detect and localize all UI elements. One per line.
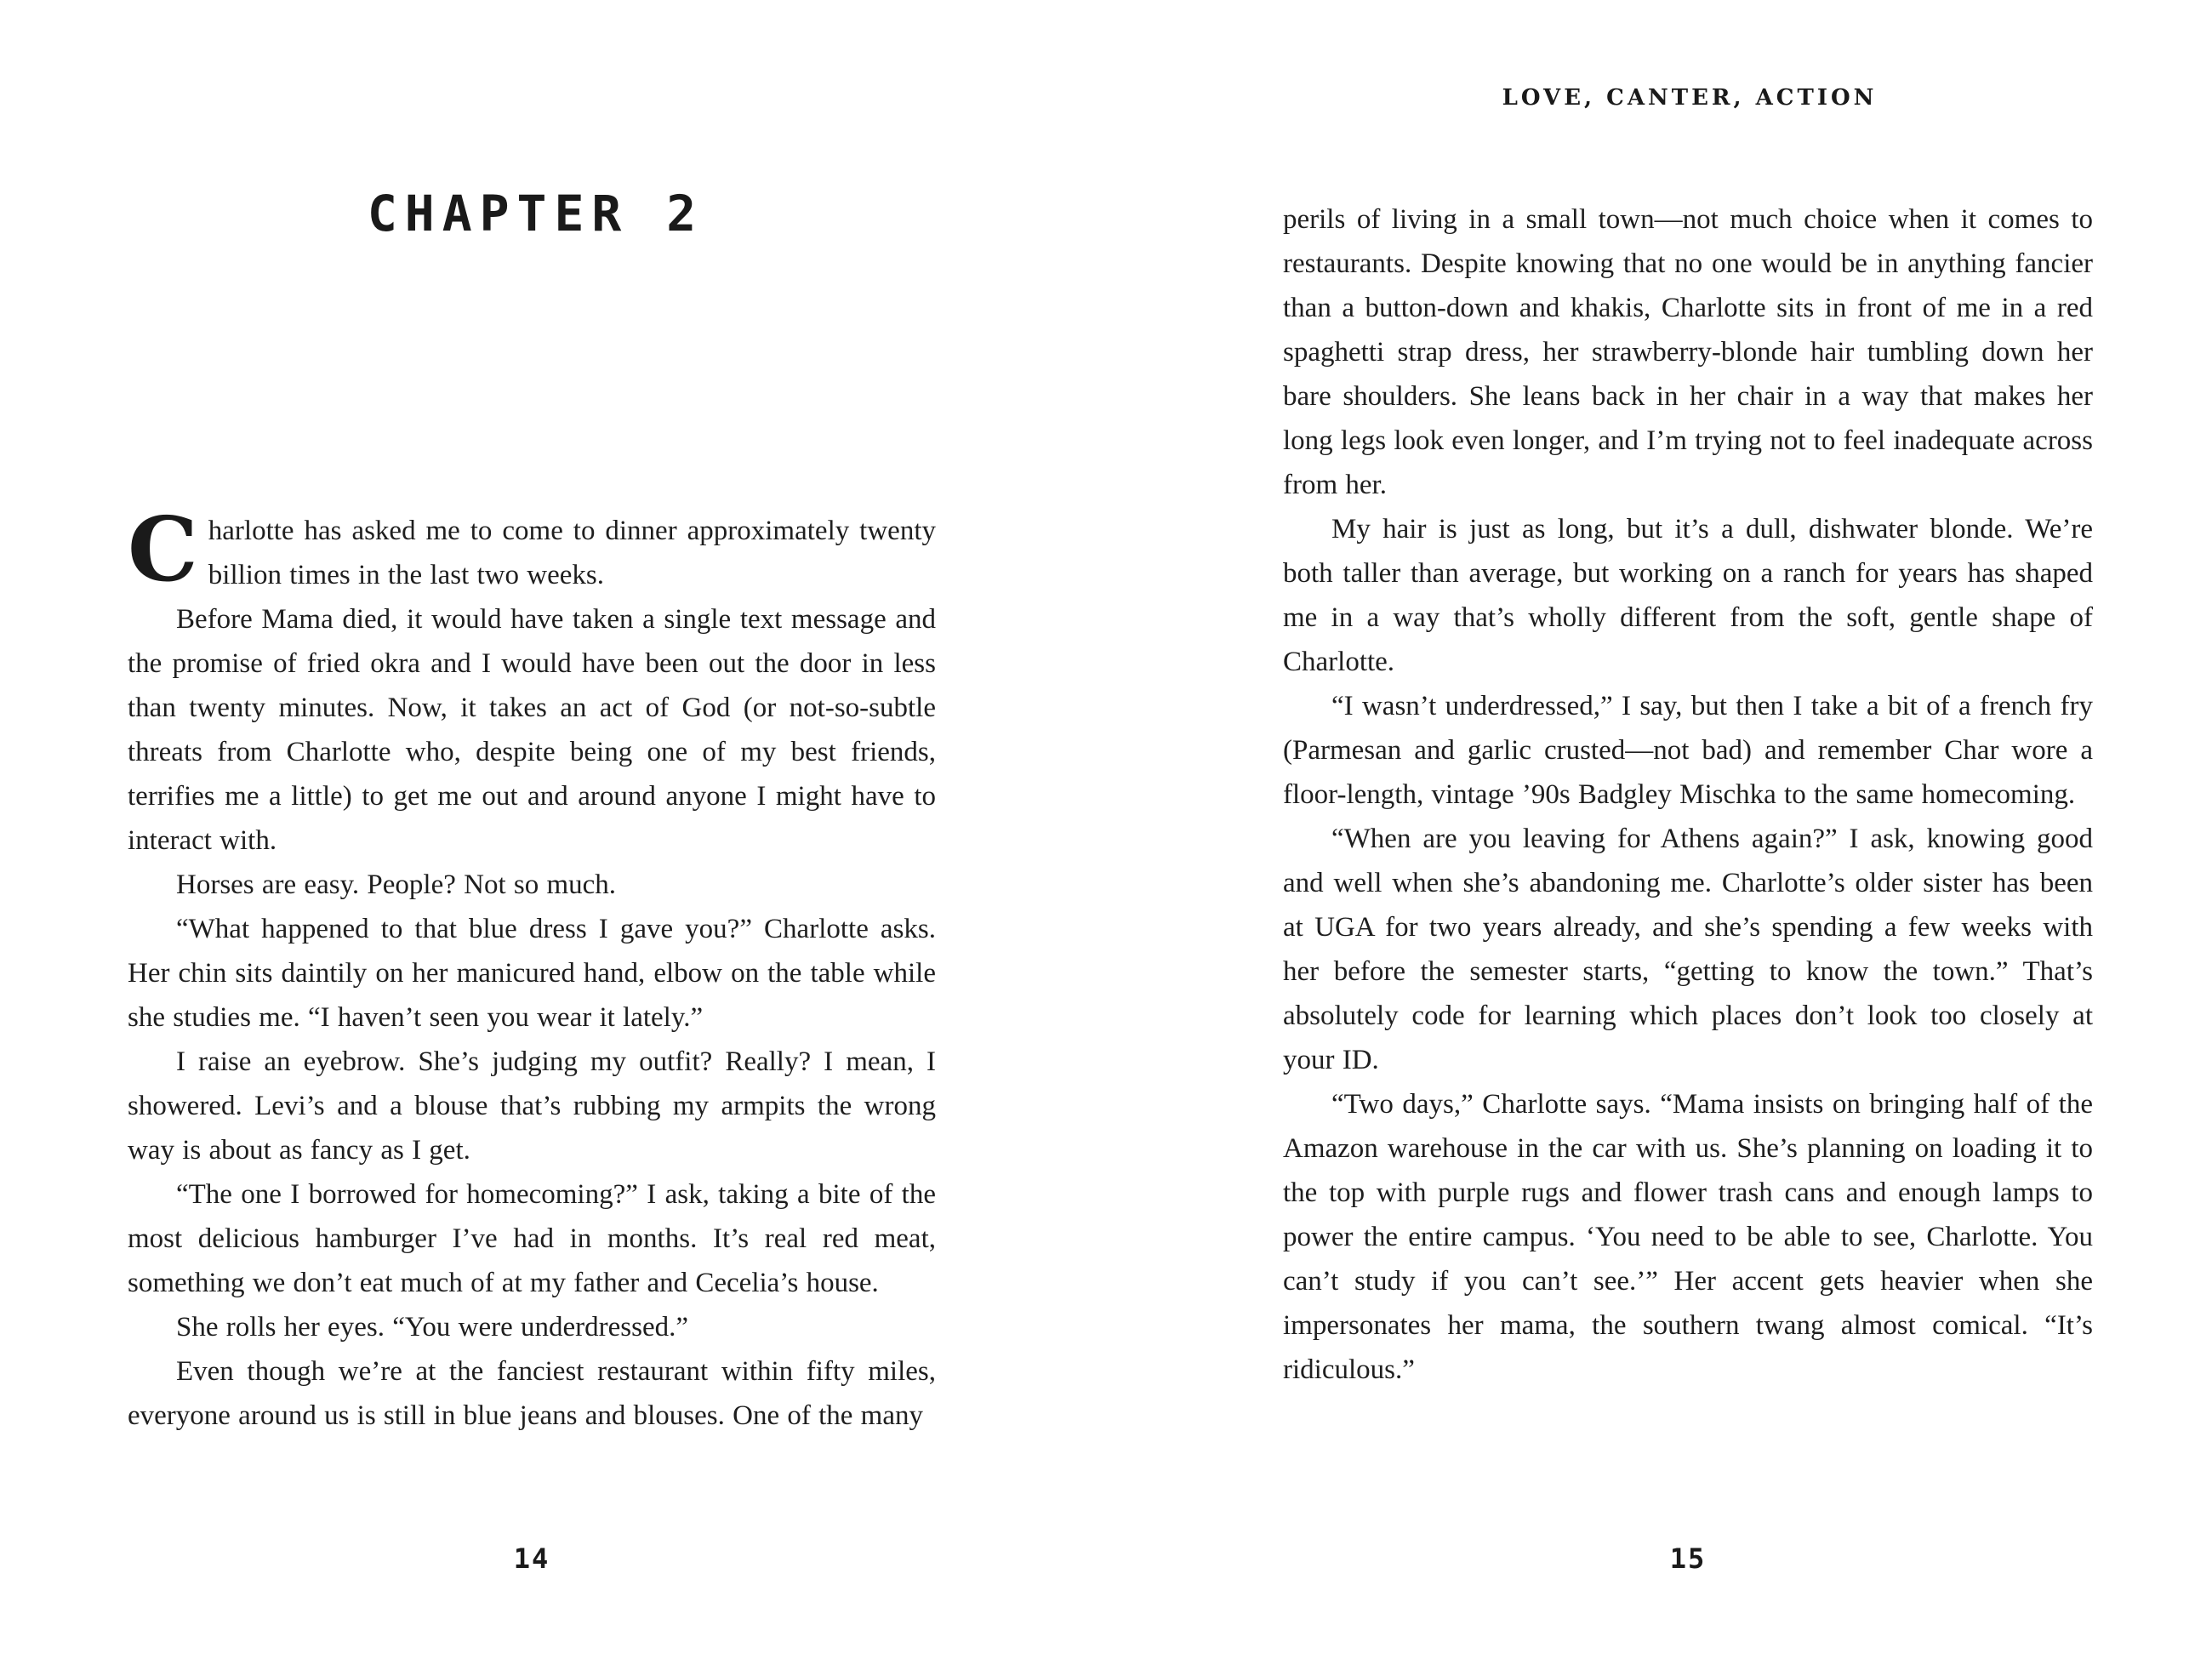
page-left-body [128, 497, 936, 1438]
paragraph: “What happened to that blue dress I gave you?” Charlotte asks. Her chin sits daintily on her manicured hand, elbow on the table while she studies me. “I haven’t seen you wear it lately.” [128, 914, 936, 1033]
paragraph: Before Mama died, it would have taken a single text message and the promise of fried okra and I would have been out the door in less than twenty minutes. Now, it takes an act of God (or not-so-subtle threats from Charlotte who, despite being one of my best friends, terrifies me a little) to get me out and around anyone I might have to interact with. [128, 604, 936, 856]
paragraph: Charlotte has asked me to come to dinner approximately twenty billion times in the last two weeks. [128, 497, 936, 601]
paragraph: “When are you leaving for Athens again?” I ask, knowing good and well when she’s abandoning me. Charlotte’s older sister has been at UGA for two years already, and she’s spending a few weeks with her before the semester starts, “getting to know the town.” That’s absolutely code for learning which places don’t look too closely at your ID. [1283, 824, 2093, 1075]
page-number-right: 15 [1669, 1542, 1707, 1575]
paragraph: Even though we’re at the fanciest restaurant within fifty miles, everyone around us is still in blue jeans and blouses. One of the many [128, 1356, 936, 1431]
paragraph: My hair is just as long, but it’s a dull, dishwater blonde. We’re both taller than average, but working on a ranch for years has shaped me in a way that’s wholly different from the soft, gentle shape of Charlotte. [1283, 514, 2093, 677]
paragraph: She rolls her eyes. “You were underdressed.” [176, 1312, 688, 1343]
page-right [1106, 0, 2212, 1659]
chapter-heading: CHAPTER 2 [367, 185, 704, 242]
paragraph: “I wasn’t underdressed,” I say, but then I take a bit of a french fry (Parmesan and garlic crusted—not bad) and remember Char wore a floor-length, vintage ’90s Badgley Mischka to the same homecoming. [1283, 691, 2093, 810]
paragraph: “The one I borrowed for homecoming?” I ask, taking a bite of the most delicious hamburger I’ve had in months. It’s real red meat, something we don’t eat much of at my father and Cecelia’s house. [128, 1179, 936, 1298]
page-number-left: 14 [513, 1542, 550, 1575]
page-right-body [1283, 197, 2093, 1392]
paragraph: I raise an eyebrow. She’s judging my outfit? Really? I mean, I showered. Levi’s and a blouse that’s rubbing my armpits the wrong way is about as fancy as I get. [128, 1046, 936, 1166]
drop-cap: C [128, 497, 198, 601]
running-head: LOVE, CANTER, ACTION [1502, 85, 1878, 111]
paragraph: “Two days,” Charlotte says. “Mama insists on bringing half of the Amazon warehouse in the car with us. She’s planning on loading it to the top with purple rugs and flower trash cans and enough lamps to power the entire campus. ‘You need to be able to see, Charlotte. You can’t study if you can’t see.’” Her accent gets heavier when she impersonates her mama, the southern twang almost comical. “It’s ridiculous.” [1283, 1089, 2093, 1385]
paragraph: perils of living in a small town—not much choice when it comes to restaurants. Despite knowing that no one would be in anything fancier than a button-down and khakis, Charlotte sits in front of me in a red spaghetti strap dress, her strawberry-blonde hair tumbling down her bare shoulders. She leans back in her chair in a way that makes her long legs look even longer, and I’m trying not to feel inadequate across from her. [1283, 204, 2093, 500]
paragraph: Horses are easy. People? Not so much. [176, 869, 617, 900]
